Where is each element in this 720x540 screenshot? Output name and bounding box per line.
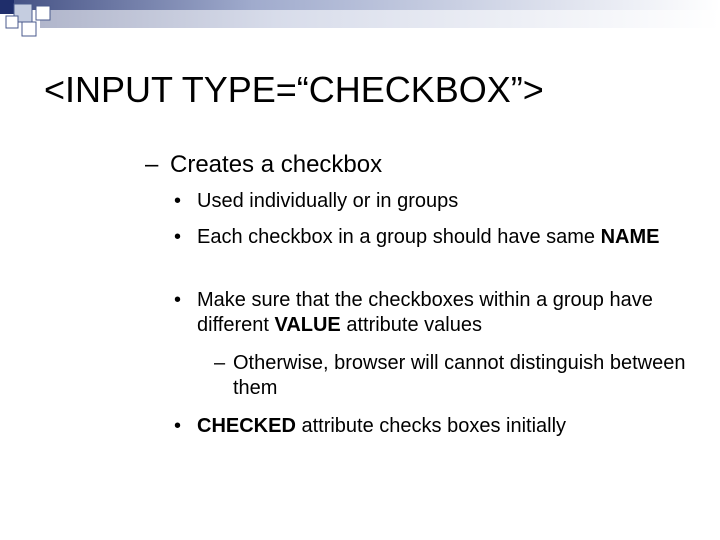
level1-item: [145, 150, 382, 180]
bullet-text: Used individually or in groups: [197, 190, 459, 212]
sub-text: Otherwise, browser will cannot distinguish between them: [233, 352, 686, 399]
bullet-item: [174, 189, 704, 214]
sub-dash-marker: –: [214, 352, 226, 374]
bullet-text-bold: CHECKED: [197, 415, 296, 437]
bullet-text-after: attribute checks boxes initially: [295, 415, 567, 437]
bullet-item: [174, 414, 704, 439]
bullet-text-bold: VALUE: [274, 314, 341, 336]
bullet-text-normal: Each checkbox in a group should have same: [197, 226, 596, 248]
bullet-item: [174, 225, 704, 250]
bullet-text: [197, 414, 704, 439]
bullet-marker: •: [174, 190, 182, 212]
bullet-marker: •: [174, 289, 182, 311]
bullet-text: [197, 288, 704, 338]
bullet-text-after: attribute values: [340, 314, 482, 336]
header-band: [0, 0, 720, 48]
deco-square-1: [0, 0, 14, 14]
deco-square-3: [22, 22, 36, 36]
level1-text: Creates a checkbox: [170, 151, 383, 178]
sub-item: [214, 351, 704, 401]
deco-square-5: [6, 16, 18, 28]
bullet-marker: •: [174, 226, 182, 248]
level1-dash-marker: –: [145, 151, 159, 178]
bullet-item: [174, 288, 704, 338]
bullet-text: [197, 225, 704, 250]
deco-square-4: [36, 6, 50, 20]
slide-title: <INPUT TYPE=“CHECKBOX”>: [44, 69, 544, 110]
bullet-text-bold: NAME: [600, 226, 660, 248]
bullet-text-before: Make sure that the checkboxes within a group have different: [197, 289, 653, 336]
bullet-marker: •: [174, 415, 182, 437]
